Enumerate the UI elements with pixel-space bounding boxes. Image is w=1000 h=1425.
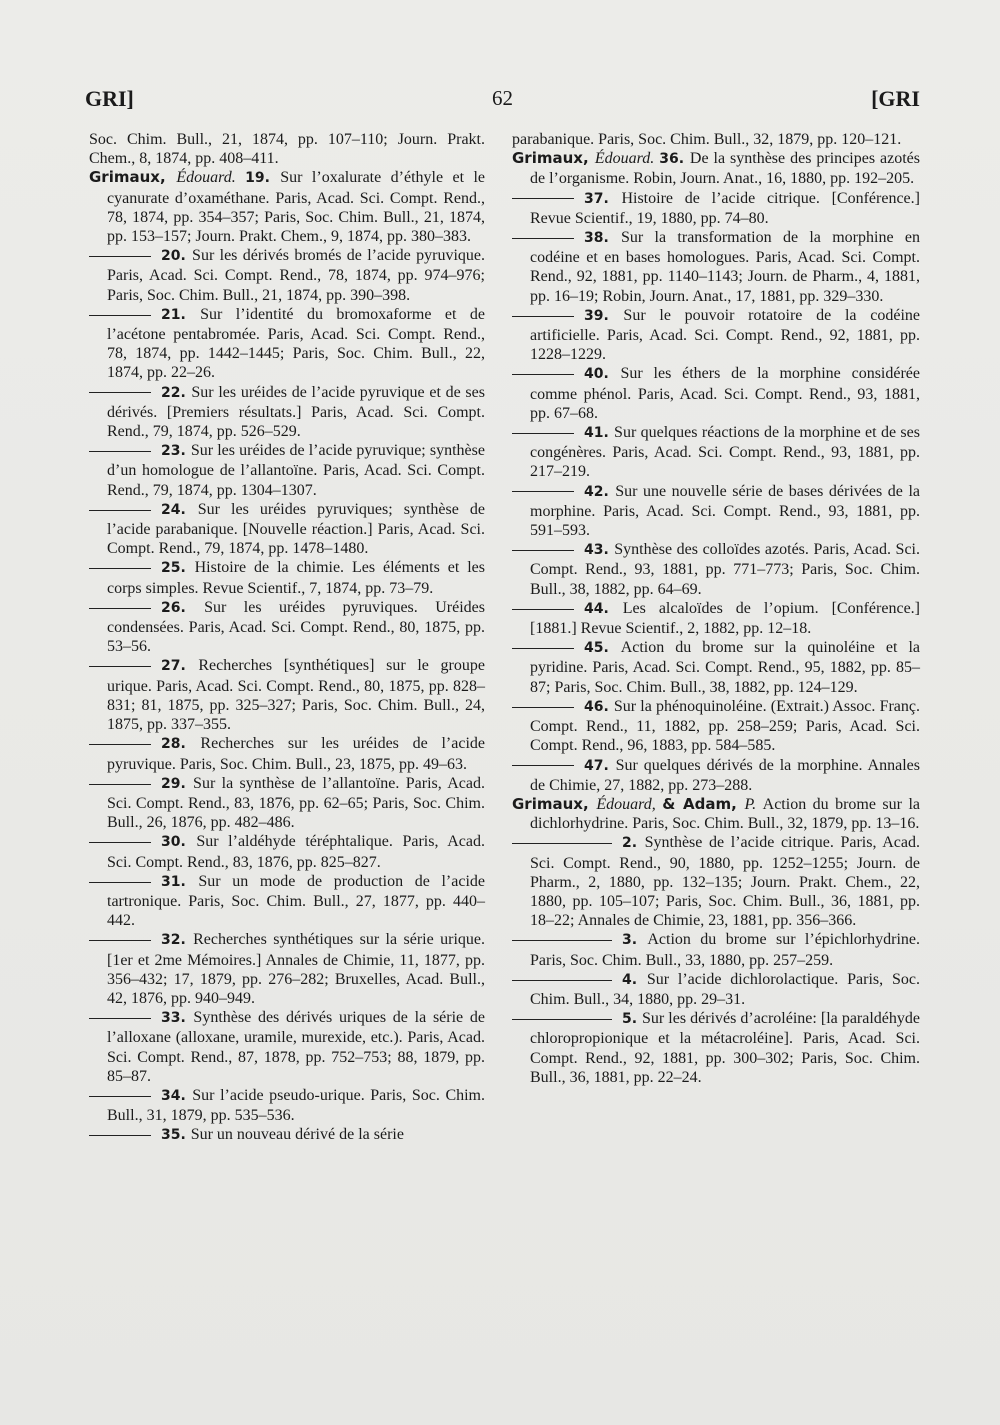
ditto-dash [512, 765, 574, 766]
bibliography-entry [512, 599, 920, 638]
bibliography-entry [89, 656, 485, 734]
ditto-dash [89, 568, 151, 569]
page-number: 62 [492, 86, 513, 110]
ditto-dash [512, 198, 574, 199]
entry-number: 38. [584, 230, 621, 247]
entry-text: Histoire de l’acide citrique. [Conférence.] Revue Scientif., 19, 1880, pp. 74–80. [530, 189, 920, 227]
bibliography-entry [512, 1009, 920, 1087]
entry-number: 23. [161, 443, 191, 460]
entry-number: 36. [659, 151, 690, 168]
bibliography-entry [512, 795, 920, 833]
entry-text: Histoire de la chimie. Les éléments et les corps simples. Revue Scientif., 7, 1874, pp. 73–79. [107, 559, 485, 597]
entry-text: Action du brome sur la dichlorhydrine. Paris, Soc. Chim. Bull., 32, 1879, pp. 13–16. [530, 795, 920, 833]
entry-text: Sur les uréides pyruviques. Uréides condensées. Paris, Acad. Sci. Compt. Rend., 80, 1875, pp. 53–56. [107, 598, 485, 656]
author-given-name: Édouard, [596, 795, 663, 813]
bibliography-entry [512, 638, 920, 697]
entry-text: Sur l’oxalurate d’éthyle et le cyanurate d’oxaméthane. Paris, Acad. Sci. Compt. Rend., 78, 1874, pp. 354–357; Paris, Soc. Chim. Bull., 21, 1874, pp. 153–157; Journ. Prakt. Chem., 9, 1874, pp. 380–383. [107, 169, 486, 246]
entry-number: 45. [584, 640, 621, 657]
ditto-dash [89, 666, 151, 667]
ditto-dash [512, 433, 574, 434]
bibliography-entry [89, 246, 485, 305]
bibliography-entry [512, 306, 920, 365]
bibliography-entry [512, 540, 920, 599]
entry-text: Action du brome sur l’épichlorhydrine. Paris, Soc. Chim. Bull., 33, 1880, pp. 257–259. [530, 931, 921, 969]
ditto-dash [512, 550, 574, 551]
ditto-dash [512, 316, 574, 317]
entry-number: 24. [161, 501, 198, 518]
entry-text: Sur le pouvoir rotatoire de la codéine artificielle. Paris, Acad. Sci. Compt. Rend., 92, 1881, pp. 1228–1229. [530, 306, 920, 364]
bibliography-entry [512, 189, 920, 228]
bibliography-entry [512, 228, 920, 306]
entry-text: Sur les uréides de l’acide pyruvique; synthèse d’un homologue de l’allantoïne. Paris, Acad. Sci. Compt. Rend., 79, 1874, pp. 1304–1307. [107, 442, 485, 499]
ditto-dash [512, 980, 612, 981]
ditto-dash [512, 707, 574, 708]
entry-text: Recherches synthétiques sur la série urique. [1er et 2me Mémoires.] Annales de Chimie, 11, 1877, pp. 356–432; 17, 1879, pp. 276–282; Bruxelles, Acad. Bull., 42, 1876, pp. 940–949. [107, 931, 485, 1007]
author-name: Grimaux, [512, 794, 597, 813]
ditto-dash [89, 392, 151, 393]
bibliography-entry [89, 558, 485, 597]
entry-number: 30. [161, 834, 197, 851]
bibliography-entry [89, 930, 485, 1008]
entry-number: 32. [161, 932, 194, 949]
ditto-dash [89, 940, 151, 941]
entry-number: 40. [584, 366, 621, 383]
bibliography-entry [89, 441, 485, 500]
ditto-dash [512, 491, 574, 492]
ditto-dash [512, 648, 574, 649]
ditto-dash [89, 256, 151, 257]
entry-text: Sur l’aldéhyde téréphtalique. Paris, Acad. Sci. Compt. Rend., 83, 1876, pp. 825–827. [107, 833, 485, 871]
running-header [85, 86, 920, 118]
bibliography-entry [89, 832, 485, 871]
bibliography-entry [89, 734, 485, 773]
entry-number: 31. [161, 873, 199, 890]
entry-number: 29. [161, 775, 194, 792]
bibliography-entry [89, 305, 485, 383]
right-column [512, 130, 920, 1087]
ditto-dash [512, 609, 574, 610]
entry-number: 2. [622, 835, 645, 852]
bibliography-entry [89, 872, 485, 931]
bibliography-entry [512, 482, 920, 541]
entry-number: 3. [622, 932, 648, 949]
entry-number: 28. [161, 736, 201, 753]
ditto-dash [89, 608, 151, 609]
bibliography-entry [89, 774, 485, 833]
entry-text: Synthèse de l’acide citrique. Paris, Acad. Sci. Compt. Rend., 90, 1880, pp. 1252–1255; Journ. de Pharm., 2, 1880, pp. 132–135; Journ. Prakt. Chem., 22, 1880, pp. 105–107; Paris, Soc. Chim. Bull., 36, 1881, pp. 18–22; Annales de Chimie, 23, 1881, pp. 356–366. [530, 834, 921, 930]
entry-text: Sur la phénoquinoléine. (Extrait.) Assoc. Franç. Compt. Rend., 11, 1882, pp. 258–259; Paris, Acad. Sci. Compt. Rend., 96, 1883, pp. 584–585. [530, 697, 920, 755]
entry-number: 22. [161, 384, 192, 401]
entry-text: Les alcaloïdes de l’opium. [Conférence.] [1881.] Revue Scientif., 2, 1882, pp. 12–18. [530, 599, 920, 638]
ditto-dash [89, 744, 151, 745]
entry-number: 37. [584, 190, 622, 207]
entry-number: 26. [161, 599, 205, 616]
entry-number: 43. [584, 542, 615, 559]
ditto-dash [89, 842, 151, 843]
ditto-dash [89, 1018, 151, 1019]
bibliography-entry [89, 1008, 485, 1086]
entry-text: Sur un mode de production de l’acide tartronique. Paris, Soc. Chim. Bull., 27, 1877, pp. 440–442. [107, 872, 485, 930]
entry-text: Sur les uréides de l’acide pyruvique et de ses dérivés. [Premiers résultats.] Paris, Acad. Sci. Compt. Rend., 79, 1874, pp. 526–529. [107, 383, 485, 441]
entry-number: 41. [584, 425, 615, 442]
entry-number: 44. [584, 600, 623, 617]
entry-number: 4. [622, 971, 647, 988]
entry-text: Synthèse des dérivés uriques de la série de l’alloxane (alloxane, uramile, murexide, etc.). Paris, Acad. Sci. Compt. Rend., 87, 1878, pp. 752–753; 88, 1879, pp. 85–87. [107, 1009, 485, 1085]
entry-number: 19. [245, 170, 281, 187]
header-right: [GRI [871, 86, 920, 111]
entry-text: De la synthèse des principes azotés de l’organisme. Robin, Journ. Anat., 16, 1880, pp. 192–205. [530, 150, 920, 188]
bibliography-entry [89, 1125, 485, 1145]
ditto-dash [89, 1096, 151, 1097]
bibliography-entry [512, 970, 920, 1009]
entry-number: 20. [161, 248, 193, 265]
entry-text: Soc. Chim. Bull., 21, 1874, pp. 107–110; Journ. Prakt. Chem., 8, 1874, pp. 408–411. [89, 131, 485, 168]
bibliography-entry [89, 168, 485, 246]
entry-text: Sur l’identité du bromoxaforme et de l’acétone pentabromée. Paris, Acad. Sci. Compt. Rend., 78, 1874, pp. 1442–1445; Paris, Soc. Chim. Bull., 22, 1874, pp. 22–26. [107, 305, 485, 382]
entry-text: Recherches sur les uréides de l’acide pyruvique. Paris, Soc. Chim. Bull., 23, 1875, pp. 49–63. [107, 735, 485, 773]
bibliography-entry [512, 423, 920, 482]
ditto-dash [89, 315, 151, 316]
entry-text: Sur quelques réactions de la morphine et de ses congénères. Paris, Acad. Sci. Compt. Rend., 93, 1881, pp. 217–219. [530, 424, 920, 481]
ditto-dash [89, 1135, 151, 1136]
entry-text: Sur la synthèse de l’allantoïne. Paris, Acad. Sci. Compt. Rend., 83, 1876, pp. 62–65; Paris, Soc. Chim. Bull., 26, 1876, pp. 482–486. [107, 774, 485, 832]
left-column [89, 130, 485, 1146]
entry-text: Sur la transformation de la morphine en codéine et en bases homologues. Paris, Acad. Sci. Compt. Rend., 92, 1881, pp. 1140–1143; Journ. de Pharm., 4, 1881, pp. 16–19; Robin, Journ. Anat., 17, 1881, pp. 329–330. [530, 229, 920, 305]
entry-text: Sur les éthers de la morphine considérée comme phénol. Paris, Acad. Sci. Compt. Rend., 93, 1881, pp. 67–68. [530, 365, 920, 422]
bibliography-entry [512, 364, 920, 423]
author-given-name: Édouard. [176, 169, 246, 187]
entry-text: Sur un nouveau dérivé de la série [190, 1126, 404, 1144]
entry-text: Synthèse des colloïdes azotés. Paris, Acad. Sci. Compt. Rend., 93, 1881, pp. 771–773; Paris, Soc. Chim. Bull., 38, 1882, pp. 64–69. [530, 541, 920, 598]
entry-text: Sur une nouvelle série de bases dérivées de la morphine. Paris, Acad. Sci. Compt. Rend., 93, 1881, pp. 591–593. [530, 482, 920, 540]
entry-number: 25. [161, 560, 195, 577]
bibliography-entry [512, 833, 920, 930]
entry-text: Sur l’acide dichlorolactique. Paris, Soc. Chim. Bull., 34, 1880, pp. 29–31. [530, 970, 920, 1008]
bibliography-entry [512, 149, 920, 188]
ditto-dash [512, 940, 612, 941]
entry-text: Sur les uréides pyruviques; synthèse de l’acide parabanique. [Nouvelle réaction.] Paris, Acad. Sci. Compt. Rend., 79, 1874, pp. 1478–1480. [107, 500, 486, 558]
bibliography-entry [89, 1086, 485, 1125]
entry-text: Action du brome sur la quinoléine et la pyridine. Paris, Acad. Sci. Compt. Rend., 95, 1882, pp. 85–87; Paris, Soc. Chim. Bull., 38, 1882, pp. 124–129. [530, 639, 920, 696]
ditto-dash [89, 451, 151, 452]
ditto-dash [512, 1019, 612, 1020]
bibliography-entry [512, 130, 920, 149]
entry-number: 27. [161, 658, 199, 675]
author-name: Grimaux, [512, 149, 595, 168]
author-given-name: Édouard. [594, 150, 660, 168]
entry-number: 34. [161, 1087, 193, 1104]
entry-number: 39. [584, 307, 624, 324]
ditto-dash [512, 374, 574, 375]
coauthor-given-name: P. [744, 795, 763, 813]
entry-number: 42. [584, 483, 616, 500]
bibliography-entry [89, 383, 485, 442]
bibliography-entry [89, 500, 485, 559]
entry-text: Recherches [synthétiques] sur le groupe urique. Paris, Acad. Sci. Compt. Rend., 80, 1875, pp. 828–831; 81, 1875, pp. 325–327; Paris, Soc. Chim. Bull., 24, 1875, pp. 337–355. [107, 657, 485, 734]
entry-number: 35. [161, 1127, 191, 1144]
entry-text: Sur quelques dérivés de la morphine. Annales de Chimie, 27, 1882, pp. 273–288. [530, 756, 920, 794]
ditto-dash [89, 784, 151, 785]
entry-text: Sur l’acide pseudo-urique. Paris, Soc. Chim. Bull., 31, 1879, pp. 535–536. [107, 1086, 485, 1125]
ditto-dash [89, 510, 151, 511]
coauthor-name: & Adam, [662, 794, 745, 813]
bibliography-entry [512, 930, 920, 969]
ditto-dash [512, 238, 574, 239]
entry-number: 33. [161, 1010, 194, 1027]
header-left: GRI] [85, 86, 134, 111]
author-name: Grimaux, [89, 168, 177, 187]
entry-text: Sur les dérivés d’acroléine: [la paraldéhyde chloropropionique et la métacroléine]. Paris, Acad. Sci. Compt. Rend., 92, 1881, pp. 300–302; Paris, Soc. Chim. Bull., 36, 1881, pp. 22–24. [530, 1010, 921, 1086]
ditto-dash [89, 882, 151, 883]
bibliography-entry [512, 756, 920, 795]
entry-number: 21. [161, 306, 201, 323]
entry-number: 5. [622, 1011, 643, 1028]
entry-number: 46. [584, 698, 614, 715]
entry-text: Sur les dérivés bromés de l’acide pyruvique. Paris, Acad. Sci. Compt. Rend., 78, 1874, pp. 974–976; Paris, Soc. Chim. Bull., 21, 1874, pp. 390–398. [107, 247, 485, 304]
entry-text: parabanique. Paris, Soc. Chim. Bull., 32, 1879, pp. 120–121. [512, 131, 902, 148]
entry-number: 47. [584, 757, 616, 774]
bibliography-entry [89, 598, 485, 657]
bibliography-entry [89, 130, 485, 168]
bibliography-entry [512, 697, 920, 756]
ditto-dash [512, 843, 612, 844]
